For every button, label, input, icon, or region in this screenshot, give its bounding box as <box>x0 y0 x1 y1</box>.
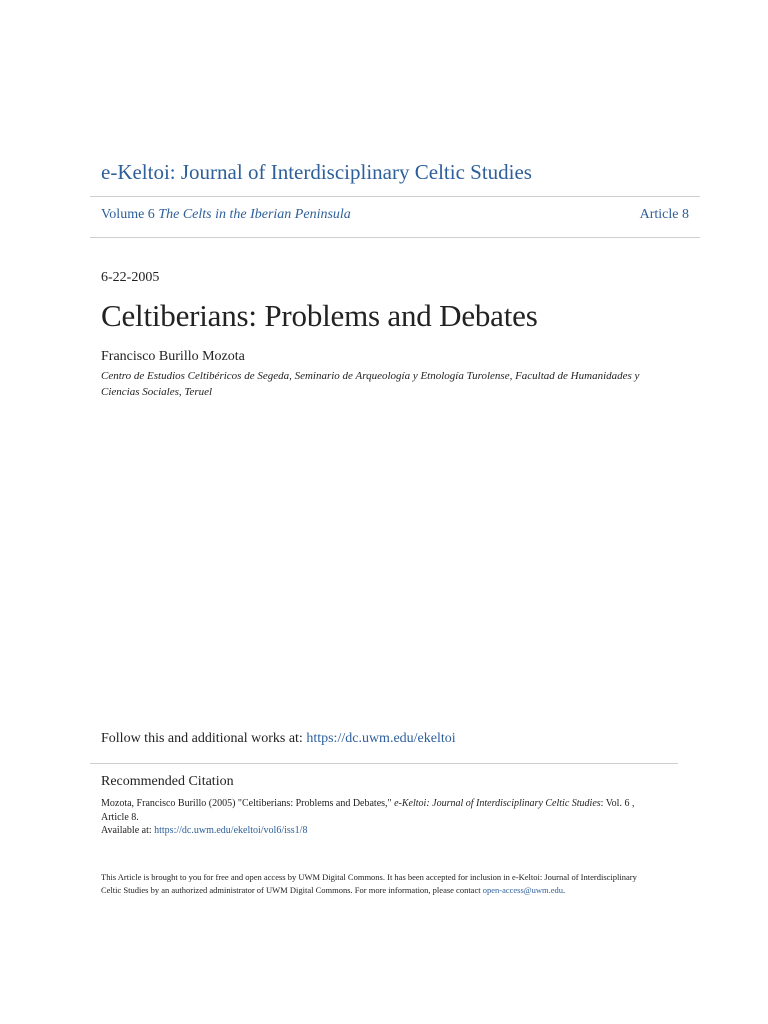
publication-date: 6-22-2005 <box>101 270 160 285</box>
volume-line <box>101 207 689 223</box>
journal-title-link[interactable]: e-Keltoi: Journal of Interdisciplinary Celtic Studies <box>101 160 532 184</box>
notice-text: This Article is brought to you for free and open access by UWM Digital Commons. It has been accepted for inclusion in e-Keltoi: Journal of Interdisciplinary Celtic Studies by an authorized administrator of UWM Digital Commons. For more information, please contact <box>101 872 637 895</box>
volume-link[interactable] <box>101 207 351 223</box>
follow-line <box>101 731 456 747</box>
available-link[interactable]: https://dc.uwm.edu/ekeltoi/vol6/iss1/8 <box>154 825 308 836</box>
notice-end: . <box>563 885 566 895</box>
available-label: Available at: <box>101 825 155 836</box>
author-name: Francisco Burillo Mozota <box>101 349 245 364</box>
contact-email-link[interactable]: open-access@uwm.edu <box>482 885 564 895</box>
follow-link[interactable]: https://dc.uwm.edu/ekeltoi <box>306 731 456 746</box>
citation-journal: e-Keltoi: Journal of Interdisciplinary Celtic Studies <box>394 798 601 809</box>
citation-divider <box>90 763 678 764</box>
citation-text-before: Mozota, Francisco Burillo (2005) "Celtiberians: Problems and Debates," <box>101 798 395 809</box>
article-number-link[interactable]: Article 8 <box>639 207 689 222</box>
volume-subtitle: The Celts in the Iberian Peninsula <box>158 207 351 222</box>
citation-text-after: : Vol. 6 , Article 8. <box>101 798 635 823</box>
citation-heading: Recommended Citation <box>101 774 234 789</box>
article-title: Celtiberians: Problems and Debates <box>101 298 538 333</box>
follow-text: Follow this and additional works at: <box>101 731 307 746</box>
volume-label: Volume 6 <box>101 207 155 222</box>
header-divider-bottom <box>90 237 700 238</box>
author-affiliation: Centro de Estudios Celtibéricos de Segeda, Seminario de Arqueología y Etnología Turolense, Facultad de Humanidades y Ciencias Sociales, Teruel <box>101 370 640 398</box>
header-divider-top <box>90 196 700 197</box>
access-notice <box>101 871 641 897</box>
citation-body <box>101 797 661 838</box>
